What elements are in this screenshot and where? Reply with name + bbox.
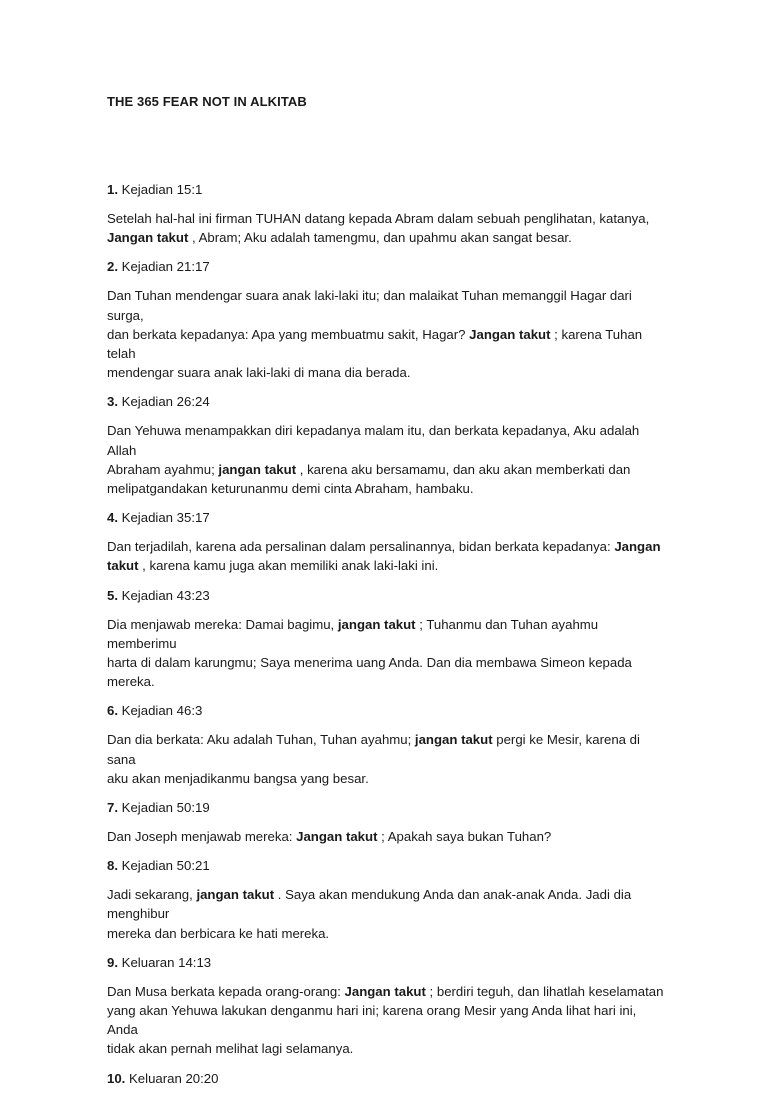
verse-reference: [107, 856, 667, 875]
verse-text-segment: dan berkata kepadanya: Apa yang membuatmu sakit, Hagar?: [107, 326, 470, 342]
verse-list: [107, 180, 667, 1098]
verse-citation: Kejadian 50:21: [121, 858, 210, 874]
verse-text-segment: Dan dia berkata: Aku adalah Tuhan, Tuhan ayahmu;: [107, 732, 415, 748]
verse-text-segment: Dan Tuhan mendengar suara anak laki-laki itu; dan malaikat Tuhan memanggil Hagar dari surga,: [107, 288, 632, 323]
fear-not-phrase: jangan takut: [414, 732, 493, 748]
verse-entry: [107, 508, 667, 575]
verse-text-segment: Dan terjadilah, karena ada persalinan dalam persalinannya, bidan berkata kepadanya:: [107, 539, 615, 555]
verse-entry: [107, 586, 667, 692]
verse-citation: Keluaran 20:20: [129, 1070, 219, 1086]
verse-text-segment: aku akan menjadikanmu bangsa yang besar.: [107, 770, 369, 786]
verse-text-segment: Jadi sekarang,: [107, 887, 197, 903]
verse-entry: [107, 856, 667, 943]
verse-text: [107, 615, 667, 692]
fear-not-phrase: Jangan: [614, 539, 661, 555]
verse-text-segment: ; Tuhanmu dan Tuhan ayahmu memberimu: [107, 616, 599, 651]
verse-number: 5.: [107, 587, 118, 603]
verse-number: 1.: [107, 182, 118, 197]
verse-entry: [107, 392, 667, 498]
verse-text: [107, 286, 667, 382]
verse-entry: [107, 798, 667, 846]
verse-number: 7.: [107, 800, 118, 816]
verse-citation: Kejadian 26:24: [121, 394, 210, 410]
verse-reference: [107, 953, 667, 972]
verse-reference: [107, 798, 667, 817]
verse-number: 8.: [107, 858, 118, 874]
verse-text-segment: mendengar suara anak laki-laki di mana dia berada.: [107, 365, 411, 381]
fear-not-phrase: Jangan takut: [469, 326, 551, 342]
verse-citation: Kejadian 35:17: [121, 510, 210, 526]
fear-not-phrase: takut: [107, 558, 139, 574]
verse-citation: Kejadian 43:23: [121, 587, 210, 603]
verse-citation: Kejadian 15:1: [121, 182, 203, 197]
verse-text-segment: ; Apakah saya bukan Tuhan?: [377, 829, 552, 845]
verse-text-segment: Dan Yehuwa menampakkan diri kepadanya malam itu, dan berkata kepadanya, Aku adalah Allah: [107, 423, 640, 458]
verse-text-segment: harta di dalam karungmu; Saya menerima uang Anda. Dan dia membawa Simeon kepada mereka.: [107, 655, 632, 690]
fear-not-phrase: jangan takut: [196, 887, 275, 903]
verse-text-segment: mereka dan berbicara ke hati mereka.: [107, 925, 330, 941]
verse-text: [107, 209, 667, 247]
verse-text: [107, 730, 667, 788]
verse-text-segment: tidak akan pernah melihat lagi selamanya.: [107, 1041, 354, 1057]
fear-not-phrase: Jangan takut: [107, 230, 189, 246]
verse-entry: [107, 953, 667, 1059]
fear-not-phrase: Jangan takut: [344, 983, 426, 999]
verse-text-segment: Dan Musa berkata kepada orang-orang:: [107, 983, 345, 999]
verse-number: 3.: [107, 394, 118, 410]
verse-text-segment: , Abram; Aku adalah tamengmu, dan upahmu akan sangat besar.: [188, 230, 572, 246]
fear-not-phrase: jangan takut: [337, 616, 416, 632]
verse-text-segment: Dan Joseph menjawab mereka:: [107, 829, 297, 845]
verse-reference: [107, 257, 667, 276]
verse-text: [107, 421, 667, 498]
verse-text-segment: pergi ke Mesir, karena di sana: [107, 732, 640, 767]
verse-number: 4.: [107, 510, 118, 526]
fear-not-phrase: jangan takut: [218, 461, 297, 477]
verse-citation: Kejadian 46:3: [121, 703, 203, 719]
verse-entry: [107, 180, 667, 247]
verse-text-segment: . Saya akan mendukung Anda dan anak-anak Anda. Jadi dia menghibur: [107, 887, 632, 922]
verse-text-segment: Setelah hal-hal ini firman TUHAN datang kepada Abram dalam sebuah penglihatan, katanya,: [107, 211, 650, 226]
verse-reference: [107, 1069, 667, 1088]
verse-text: [107, 982, 667, 1059]
document-title: THE 365 FEAR NOT IN ALKITAB: [107, 94, 307, 109]
verse-text: [107, 827, 667, 846]
verse-text-segment: melipatgandakan keturunanmu demi cinta Abraham, hambaku.: [107, 481, 474, 497]
fear-not-phrase: Jangan takut: [296, 829, 378, 845]
verse-reference: [107, 701, 667, 720]
verse-entry: [107, 1069, 667, 1088]
verse-citation: Kejadian 21:17: [121, 259, 210, 275]
verse-citation: Kejadian 50:19: [121, 800, 210, 816]
verse-text-segment: Dia menjawab mereka: Damai bagimu,: [107, 616, 338, 632]
verse-reference: [107, 586, 667, 605]
verse-reference: [107, 180, 667, 199]
verse-entry: [107, 257, 667, 382]
verse-reference: [107, 392, 667, 411]
verse-entry: [107, 701, 667, 788]
verse-text-segment: Abraham ayahmu;: [107, 461, 219, 477]
verse-text-segment: ; karena Tuhan telah: [107, 326, 643, 362]
verse-text-segment: , karena aku bersamamu, dan aku akan memberkati dan: [296, 461, 631, 477]
verse-number: 9.: [107, 954, 118, 970]
verse-text-segment: yang akan Yehuwa lakukan denganmu hari ini; karena orang Mesir yang Anda lihat hari ini, Anda: [107, 1003, 637, 1038]
verse-citation: Keluaran 14:13: [121, 954, 212, 970]
verse-text-segment: , karena kamu juga akan memiliki anak laki-laki ini.: [138, 558, 439, 574]
verse-reference: [107, 508, 667, 527]
verse-text: [107, 537, 667, 575]
verse-number: 2.: [107, 259, 118, 275]
verse-text: [107, 885, 667, 943]
verse-text-segment: ; berdiri teguh, dan lihatlah keselamatan: [425, 983, 664, 999]
verse-number: 10.: [107, 1070, 126, 1086]
verse-number: 6.: [107, 703, 118, 719]
